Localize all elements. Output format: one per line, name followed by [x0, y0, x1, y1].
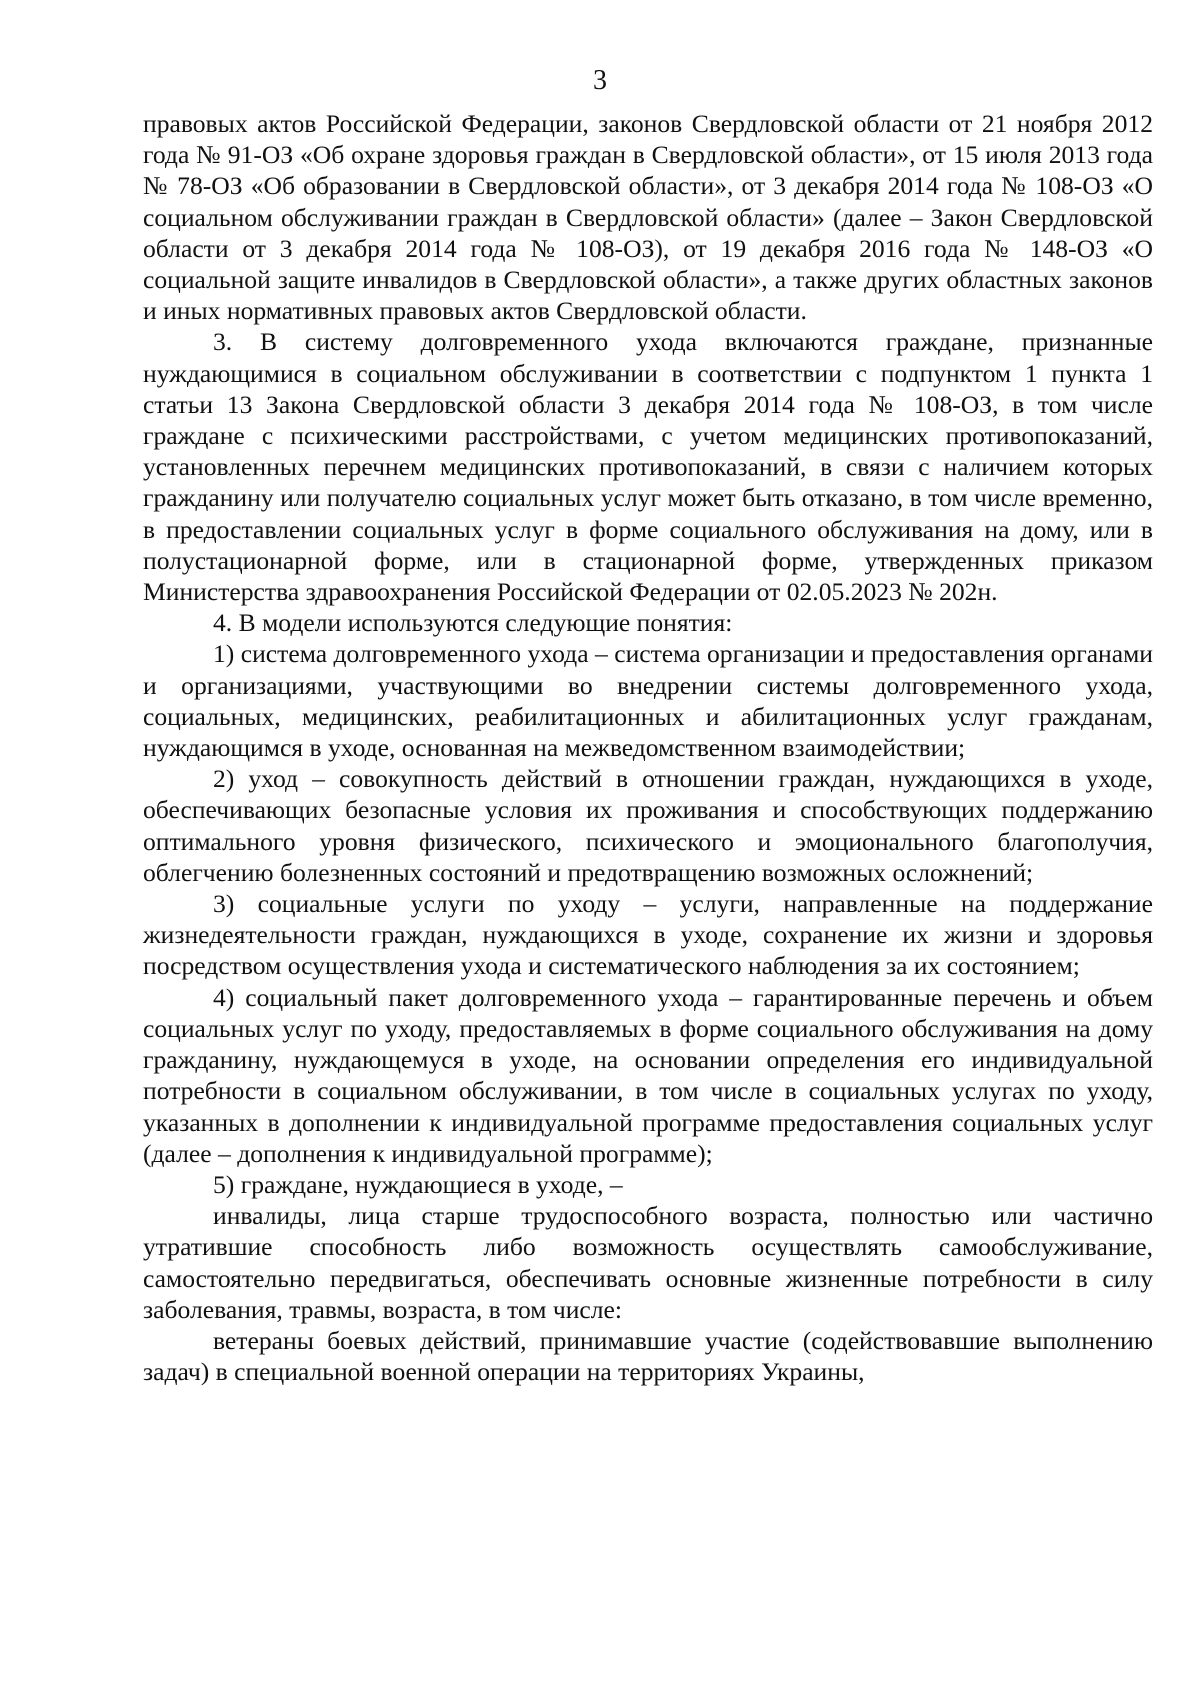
- paragraph-legal-acts-continuation: правовых актов Российской Федерации, законов Свердловской области от 21 ноября 2012 года № 91-ОЗ «Об охране здоровья граждан в Свердловской области», от 15 июля 2013 года № 78-ОЗ «Об образовании в Свердловской области», от 3 декабря 2014 года № 108-ОЗ «О социальном обслуживании граждан в Свердловской области» (далее – Закон Свердловской области от 3 декабря 2014 года № 108-ОЗ), от 19 декабря 2016 года № 148-ОЗ «О социальной защите инвалидов в Свердловской области», а также других областных законов и иных нормативных правовых актов Свердловской области.: [143, 109, 1153, 326]
- paragraph-combat-veterans: ветераны боевых действий, принимавшие участие (содействовавшие выполнению задач) в специальной военной операции на территориях Украины,: [143, 1325, 1153, 1387]
- definition-4-social-package: 4) социальный пакет долговременного ухода – гарантированные перечень и объем социальных услуг по уходу, предоставляемых в форме социального обслуживания на дому гражданину, нуждающемуся в уходе, на основании определения его индивидуальной потребности в социальном обслуживании, в том числе в социальных услугах по уходу, указанных в дополнении к индивидуальной программе предоставления социальных услуг (далее – дополнения к индивидуальной программе);: [143, 982, 1153, 1168]
- definition-3-care-services: 3) социальные услуги по уходу – услуги, направленные на поддержание жизнедеятельности граждан, нуждающихся в уходе, сохранение их жизни и здоровья посредством осуществления ухода и систематического наблюдения за их состоянием;: [143, 889, 1153, 981]
- definition-2-care: 2) уход – совокупность действий в отношении граждан, нуждающихся в уходе, обеспечивающих безопасные условия их проживания и способствующих поддержанию оптимального уровня физического, психического и эмоционального благополучия, облегчению болезненных состояний и предотвращению возможных осложнений;: [143, 764, 1153, 887]
- document-body: [143, 108, 1153, 1387]
- page-number: 3: [593, 65, 607, 96]
- paragraph-item-4: 4. В модели используются следующие понятия:: [213, 608, 733, 638]
- paragraph-item-3: 3. В систему долговременного ухода включаются граждане, признанные нуждающимися в социальном обслуживании в соответствии с подпунктом 1 пункта 1 статьи 13 Закона Свердловской области 3 декабря 2014 года № 108-ОЗ, в том числе граждане с психическими расстройствами, с учетом медицинских противопоказаний, установленных перечнем медицинских противопоказаний, в связи с наличием которых гражданину или получателю социальных услуг может быть отказано, в том числе временно, в предоставлении социальных услуг в форме социального обслуживания на дому, или в полустационарной форме, или в стационарной форме, утвержденных приказом Министерства здравоохранения Российской Федерации от 02.05.2023 № 202н.: [143, 327, 1153, 607]
- paragraph-disabled-elderly: инвалиды, лица старше трудоспособного возраста, полностью или частично утратившие способность либо возможность осуществлять самообслуживание, самостоятельно передвигаться, обеспечивать основные жизненные потребности в силу заболевания, травмы, возраста, в том числе:: [143, 1201, 1153, 1324]
- definition-5-citizens-in-need: 5) граждане, нуждающиеся в уходе, –: [213, 1169, 623, 1199]
- definition-1-ltc-system: 1) система долговременного ухода – система организации и предоставления органами и организациями, участвующими во внедрении системы долговременного ухода, социальных, медицинских, реабилитационных и абилитационных услуг гражданам, нуждающимся в уходе, основанная на межведомственном взаимодействии;: [143, 639, 1153, 763]
